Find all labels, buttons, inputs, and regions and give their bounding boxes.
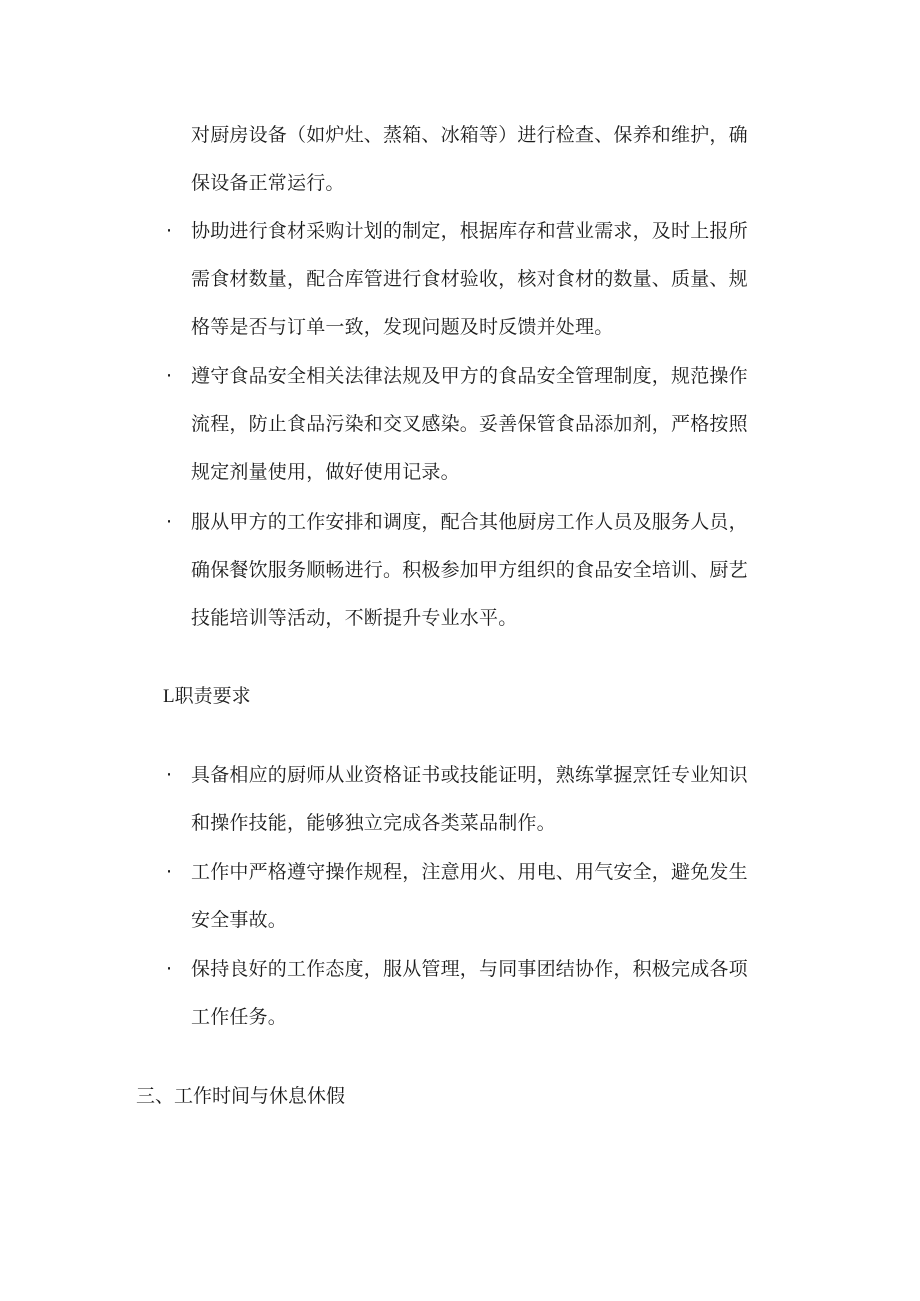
paragraph-line: 对厨房设备（如炉灶、蒸箱、冰箱等）进行检查、保养和维护，确 [191, 124, 748, 146]
paragraph-line: 需食材数量，配合库管进行食材验收，核对食材的数量、质量、规 [191, 268, 748, 290]
bullet-marker: · [166, 861, 173, 883]
paragraph-line: 服从甲方的工作安排和调度，配合其他厨房工作人员及服务人员， [191, 511, 748, 533]
paragraph-line: 工作中严格遵守操作规程，注意用火、用电、用气安全，避免发生 [191, 861, 748, 883]
bullet-marker: · [166, 764, 173, 786]
section-prefix: L [163, 686, 175, 707]
paragraph-line: 技能培训等活动，不断提升专业水平。 [191, 607, 518, 629]
paragraph-line: 流程，防止食品污染和交叉感染。妥善保管食品添加剂，严格按照 [191, 413, 748, 435]
paragraph-line: 保设备正常运行。 [191, 172, 345, 194]
paragraph-line: 格等是否与订单一致，发现问题及时反馈并处理。 [191, 316, 614, 338]
paragraph-line: 协助进行食材采购计划的制定，根据库存和营业需求，及时上报所 [191, 220, 748, 242]
section-heading-3: 三、工作时间与休息休假 [136, 1085, 346, 1107]
paragraph-line: 遵守食品安全相关法律法规及甲方的食品安全管理制度，规范操作 [191, 365, 748, 387]
bullet-marker: · [166, 220, 173, 242]
section-title: 职责要求 [174, 685, 251, 707]
section-heading [163, 684, 251, 709]
paragraph-line: 保持良好的工作态度，服从管理，与同事团结协作，积极完成各项 [191, 958, 748, 980]
paragraph-line: 安全事故。 [191, 909, 288, 931]
paragraph-line: 和操作技能，能够独立完成各类菜品制作。 [191, 812, 556, 834]
bullet-marker: · [166, 958, 173, 980]
paragraph-line: 具备相应的厨师从业资格证书或技能证明，熟练掌握烹饪专业知识 [191, 764, 748, 786]
bullet-marker: · [166, 511, 173, 533]
paragraph-line: 规定剂量使用，做好使用记录。 [191, 461, 460, 483]
paragraph-line: 确保餐饮服务顺畅进行。积极参加甲方组织的食品安全培训、厨艺 [191, 559, 748, 581]
paragraph-line: 工作任务。 [191, 1006, 288, 1028]
bullet-marker: · [166, 365, 173, 387]
